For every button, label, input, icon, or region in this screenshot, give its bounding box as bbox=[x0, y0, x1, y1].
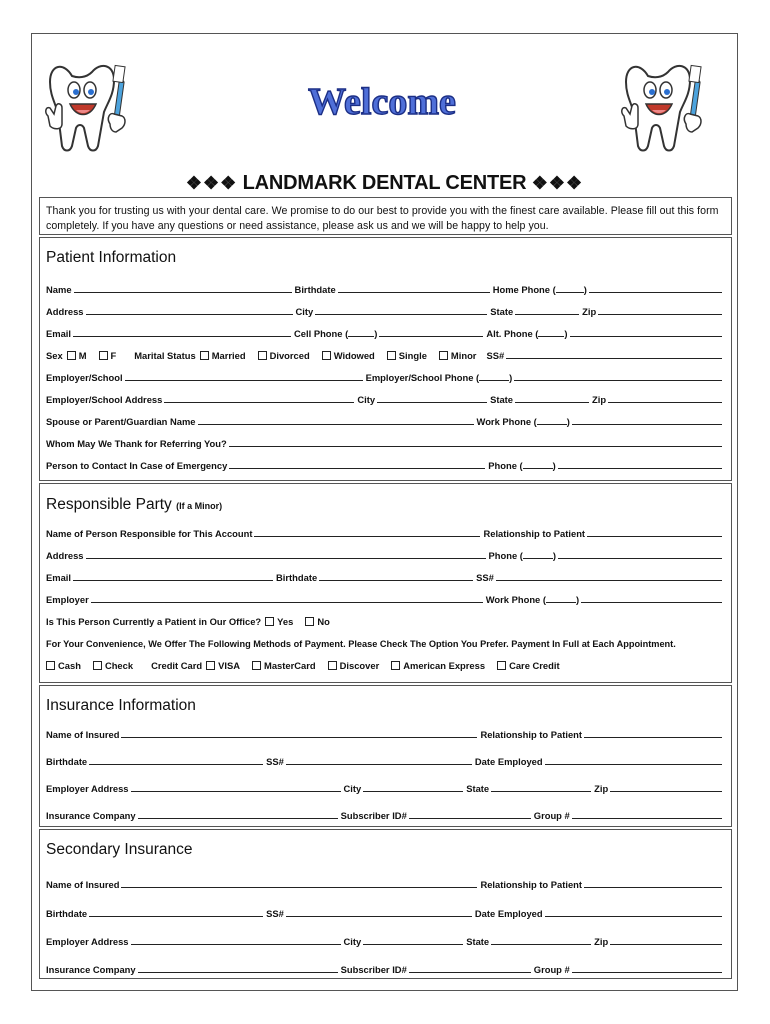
responsible-party-section bbox=[39, 483, 732, 683]
section-title: Patient Information bbox=[46, 249, 177, 266]
city-label: City bbox=[357, 394, 376, 405]
sex-label: Sex bbox=[46, 350, 63, 361]
employer-label: Employer bbox=[46, 594, 89, 605]
paren-close: ) bbox=[583, 284, 587, 295]
group-label: Group # bbox=[533, 964, 570, 975]
zip-field[interactable] bbox=[610, 791, 722, 792]
address-field[interactable] bbox=[86, 558, 486, 559]
checkbox-icon[interactable] bbox=[206, 661, 215, 670]
sec-row-name bbox=[46, 876, 725, 890]
group-label: Group # bbox=[533, 810, 570, 821]
patient-row-emergency bbox=[46, 457, 725, 471]
referring-label: Whom May We Thank for Referring You? bbox=[46, 438, 227, 449]
relationship-field[interactable] bbox=[584, 737, 722, 738]
no-option: No bbox=[317, 616, 330, 627]
emergency-contact-field[interactable] bbox=[229, 468, 485, 469]
checkbox-icon[interactable] bbox=[258, 351, 267, 360]
checkbox-icon[interactable] bbox=[328, 661, 337, 670]
address-label: Address bbox=[46, 306, 84, 317]
state-label: State bbox=[466, 783, 490, 794]
diamond-ornament-icon: ❖❖❖ bbox=[185, 173, 238, 193]
subscriber-id-label: Subscriber ID# bbox=[340, 810, 407, 821]
relationship-label: Relationship to Patient bbox=[480, 729, 583, 740]
ins-row-birthdate bbox=[46, 753, 725, 767]
single-option: Single bbox=[398, 350, 427, 361]
section-title bbox=[46, 496, 222, 514]
patient-information-section bbox=[39, 237, 732, 481]
employer-field[interactable] bbox=[91, 602, 483, 603]
alt-phone-field[interactable] bbox=[570, 336, 722, 337]
ss-field[interactable] bbox=[506, 358, 722, 359]
check-option: Check bbox=[104, 660, 134, 671]
sec-row-company bbox=[46, 961, 725, 975]
resp-row-current-patient bbox=[46, 613, 725, 627]
city-field[interactable] bbox=[315, 314, 487, 315]
yes-option: Yes bbox=[277, 616, 294, 627]
checkbox-icon[interactable] bbox=[497, 661, 506, 670]
email-label: Email bbox=[46, 328, 72, 339]
discover-option: Discover bbox=[339, 660, 380, 671]
home-phone-field[interactable] bbox=[589, 292, 722, 293]
ss-label: SS# bbox=[486, 350, 505, 361]
patient-row-spouse bbox=[46, 413, 725, 427]
sec-row-employer-address bbox=[46, 933, 725, 947]
intro-text: Thank you for trusting us with your dental care. We promise to do our best to provide you with the finest care available. Please fill out this form completely. If you have any questions or need assistance, please ask us and we will be happy to help you. bbox=[39, 197, 732, 235]
paren-close: ) bbox=[552, 550, 557, 561]
secondary-insurance-section bbox=[39, 829, 732, 979]
patient-row-employer bbox=[46, 369, 725, 383]
alt-phone-label: Alt. Phone ( bbox=[486, 328, 539, 339]
marital-status-label: Marital Status bbox=[134, 350, 196, 361]
minor-option: Minor bbox=[450, 350, 477, 361]
insurance-company-field[interactable] bbox=[138, 818, 338, 819]
birthdate-label: Birthdate bbox=[46, 908, 88, 919]
city-label: City bbox=[343, 783, 362, 794]
email-field[interactable] bbox=[73, 336, 291, 337]
paren-close: ) bbox=[566, 416, 570, 427]
relationship-field[interactable] bbox=[587, 536, 722, 537]
spouse-label: Spouse or Parent/Guardian Name bbox=[46, 416, 196, 427]
employer-phone-area-field[interactable] bbox=[479, 380, 509, 381]
zip-label: Zip bbox=[582, 306, 597, 317]
employer-school-field[interactable] bbox=[125, 380, 363, 381]
employer-address-label: Employer Address bbox=[46, 783, 129, 794]
employer-address-field[interactable] bbox=[131, 944, 341, 945]
paren-close: ) bbox=[509, 372, 513, 383]
ins-row-name bbox=[46, 726, 725, 740]
birthdate-field[interactable] bbox=[338, 292, 490, 293]
paren-close: ) bbox=[374, 328, 378, 339]
ss-field[interactable] bbox=[286, 916, 472, 917]
zip-label: Zip bbox=[594, 783, 609, 794]
visa-option: VISA bbox=[218, 660, 241, 671]
patient-row-referring bbox=[46, 435, 725, 449]
checkbox-icon[interactable] bbox=[67, 351, 76, 360]
payment-methods-text: For Your Convenience, We Offer The Following Methods of Payment. Please Check The Option You Prefer. Payment In Full at Each Appointment. bbox=[46, 639, 676, 649]
current-patient-label: Is This Person Currently a Patient in Our Office? bbox=[46, 616, 262, 627]
responsible-person-field[interactable] bbox=[254, 536, 480, 537]
emergency-phone-field[interactable] bbox=[558, 468, 722, 469]
group-field[interactable] bbox=[572, 972, 722, 973]
ss-label: SS# bbox=[266, 908, 284, 919]
patient-row-name bbox=[46, 281, 725, 295]
work-phone-field[interactable] bbox=[581, 602, 722, 603]
zip-label: Zip bbox=[592, 394, 607, 405]
subscriber-id-label: Subscriber ID# bbox=[340, 964, 407, 975]
employer-phone-field[interactable] bbox=[514, 380, 722, 381]
work-phone-area-field[interactable] bbox=[546, 602, 576, 603]
spouse-field[interactable] bbox=[198, 424, 474, 425]
phone-label: Phone ( bbox=[488, 460, 523, 471]
cell-phone-field[interactable] bbox=[379, 336, 483, 337]
ins-row-employer-address bbox=[46, 780, 725, 794]
date-employed-field[interactable] bbox=[545, 916, 722, 917]
employer-address-label: Employer Address bbox=[46, 936, 129, 947]
sex-m-option: M bbox=[78, 350, 87, 361]
patient-row-email bbox=[46, 325, 725, 339]
section-title: Insurance Information bbox=[46, 697, 196, 714]
work-phone-label: Work Phone ( bbox=[485, 594, 546, 605]
checkbox-icon[interactable] bbox=[252, 661, 261, 670]
zip-field[interactable] bbox=[610, 944, 722, 945]
ss-label: SS# bbox=[476, 572, 494, 583]
state-field[interactable] bbox=[491, 944, 591, 945]
phone-field[interactable] bbox=[558, 558, 722, 559]
checkbox-icon[interactable] bbox=[93, 661, 102, 670]
married-option: Married bbox=[211, 350, 246, 361]
work-phone-field[interactable] bbox=[572, 424, 722, 425]
cell-phone-label: Cell Phone ( bbox=[294, 328, 349, 339]
resp-row-employer bbox=[46, 591, 725, 605]
resp-row-payment-text bbox=[46, 635, 725, 649]
resp-row-email bbox=[46, 569, 725, 583]
sec-row-birthdate bbox=[46, 905, 725, 919]
amex-option: American Express bbox=[403, 660, 486, 671]
patient-row-sex-marital bbox=[46, 347, 725, 361]
name-insured-field[interactable] bbox=[121, 887, 477, 888]
alt-phone-area-field[interactable] bbox=[538, 336, 564, 337]
work-phone-label: Work Phone ( bbox=[476, 416, 537, 427]
form-title bbox=[32, 172, 737, 195]
state-label: State bbox=[490, 306, 514, 317]
employer-school-address-label: Employer/School Address bbox=[46, 394, 163, 405]
name-label: Name bbox=[46, 284, 72, 295]
home-phone-area-field[interactable] bbox=[556, 292, 584, 293]
ins-row-company bbox=[46, 807, 725, 821]
name-insured-label: Name of Insured bbox=[46, 729, 120, 740]
paren-close: ) bbox=[564, 328, 568, 339]
name-insured-label: Name of Insured bbox=[46, 879, 120, 890]
resp-row-person bbox=[46, 525, 725, 539]
emergency-phone-area-field[interactable] bbox=[523, 468, 553, 469]
city-field[interactable] bbox=[363, 791, 463, 792]
phone-area-field[interactable] bbox=[523, 558, 553, 559]
checkbox-icon[interactable] bbox=[387, 351, 396, 360]
state-field[interactable] bbox=[515, 314, 579, 315]
welcome-banner bbox=[257, 80, 507, 124]
referring-field[interactable] bbox=[229, 446, 722, 447]
paren-close: ) bbox=[552, 460, 556, 471]
emergency-contact-label: Person to Contact In Case of Emergency bbox=[46, 460, 228, 471]
checkbox-icon[interactable] bbox=[99, 351, 108, 360]
city-label: City bbox=[343, 936, 362, 947]
insurance-company-label: Insurance Company bbox=[46, 964, 136, 975]
divorced-option: Divorced bbox=[269, 350, 310, 361]
birthdate-field[interactable] bbox=[319, 580, 473, 581]
employer-school-label: Employer/School bbox=[46, 372, 123, 383]
home-phone-label: Home Phone ( bbox=[492, 284, 556, 295]
dental-form-page bbox=[31, 33, 738, 991]
sex-f-option: F bbox=[110, 350, 117, 361]
work-phone-area-field[interactable] bbox=[537, 424, 567, 425]
section-title-text: Responsible Party bbox=[46, 496, 172, 513]
checkbox-icon[interactable] bbox=[305, 617, 314, 626]
city-label: City bbox=[295, 306, 314, 317]
email-label: Email bbox=[46, 572, 72, 583]
ss-field[interactable] bbox=[496, 580, 722, 581]
insurance-information-section bbox=[39, 685, 732, 827]
relationship-field[interactable] bbox=[584, 887, 722, 888]
subscriber-id-field[interactable] bbox=[409, 818, 531, 819]
tooth-mascot-icon bbox=[618, 54, 708, 158]
care-credit-option: Care Credit bbox=[509, 660, 560, 671]
date-employed-field[interactable] bbox=[545, 764, 722, 765]
phone-label: Phone ( bbox=[488, 550, 523, 561]
name-field[interactable] bbox=[74, 292, 292, 293]
city-field[interactable] bbox=[363, 944, 463, 945]
email-field[interactable] bbox=[73, 580, 273, 581]
resp-row-address bbox=[46, 547, 725, 561]
relationship-label: Relationship to Patient bbox=[480, 879, 583, 890]
employer-school-phone-label: Employer/School Phone ( bbox=[365, 372, 480, 383]
section-title: Secondary Insurance bbox=[46, 841, 193, 858]
subscriber-id-field[interactable] bbox=[409, 972, 531, 973]
birthdate-field[interactable] bbox=[89, 916, 263, 917]
paren-close: ) bbox=[575, 594, 580, 605]
mastercard-option: MasterCard bbox=[264, 660, 316, 671]
birthdate-label: Birthdate bbox=[294, 284, 336, 295]
relationship-label: Relationship to Patient bbox=[483, 528, 586, 539]
cash-option: Cash bbox=[58, 660, 81, 671]
resp-row-payment-options bbox=[46, 657, 725, 671]
patient-row-address bbox=[46, 303, 725, 317]
birthdate-label: Birthdate bbox=[46, 756, 88, 767]
cell-phone-area-field[interactable] bbox=[348, 336, 374, 337]
practice-name: LANDMARK DENTAL CENTER bbox=[242, 172, 527, 194]
checkbox-icon[interactable] bbox=[439, 351, 448, 360]
birthdate-field[interactable] bbox=[89, 764, 263, 765]
checkbox-icon[interactable] bbox=[322, 351, 331, 360]
checkbox-icon[interactable] bbox=[46, 661, 55, 670]
employer-zip-field[interactable] bbox=[608, 402, 722, 403]
widowed-option: Widowed bbox=[333, 350, 375, 361]
employer-address-field[interactable] bbox=[131, 791, 341, 792]
state-field[interactable] bbox=[491, 791, 591, 792]
credit-card-label: Credit Card bbox=[151, 660, 203, 671]
zip-field[interactable] bbox=[598, 314, 722, 315]
ss-field[interactable] bbox=[286, 764, 472, 765]
group-field[interactable] bbox=[572, 818, 722, 819]
welcome-text: Welcome bbox=[308, 81, 456, 123]
ss-label: SS# bbox=[266, 756, 284, 767]
date-employed-label: Date Employed bbox=[474, 908, 543, 919]
zip-label: Zip bbox=[594, 936, 609, 947]
state-label: State bbox=[466, 936, 490, 947]
tooth-mascot-icon bbox=[42, 54, 132, 158]
employer-city-field[interactable] bbox=[377, 402, 487, 403]
address-label: Address bbox=[46, 550, 84, 561]
birthdate-label: Birthdate bbox=[276, 572, 318, 583]
checkbox-icon[interactable] bbox=[265, 617, 274, 626]
responsible-person-label: Name of Person Responsible for This Account bbox=[46, 528, 253, 539]
diamond-ornament-icon: ❖❖❖ bbox=[531, 173, 584, 193]
checkbox-icon[interactable] bbox=[391, 661, 400, 670]
insurance-company-field[interactable] bbox=[138, 972, 338, 973]
employer-school-address-field[interactable] bbox=[164, 402, 354, 403]
employer-state-field[interactable] bbox=[515, 402, 589, 403]
insurance-company-label: Insurance Company bbox=[46, 810, 136, 821]
checkbox-icon[interactable] bbox=[200, 351, 209, 360]
address-field[interactable] bbox=[86, 314, 293, 315]
name-insured-field[interactable] bbox=[121, 737, 477, 738]
section-subtitle: (If a Minor) bbox=[176, 501, 223, 511]
patient-row-employer-address bbox=[46, 391, 725, 405]
state-label: State bbox=[490, 394, 514, 405]
date-employed-label: Date Employed bbox=[474, 756, 543, 767]
